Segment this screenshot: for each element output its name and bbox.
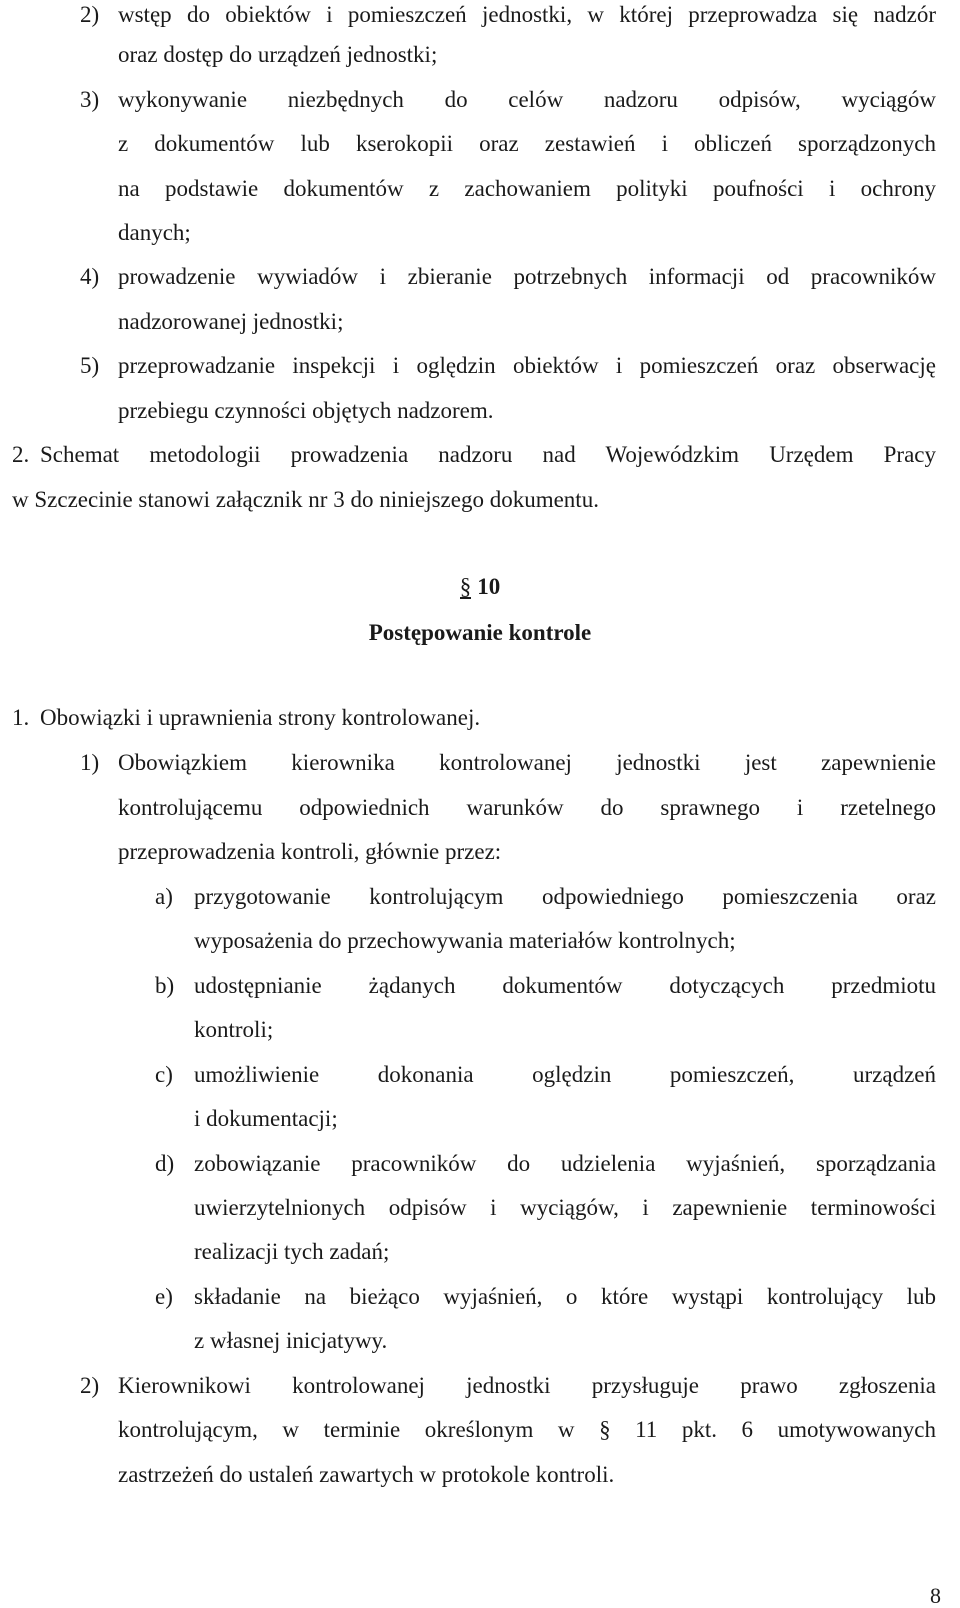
section-sign: § [459,574,472,599]
letter-item [0,1149,960,1179]
list-item-continuation [0,307,960,337]
paragraph-number: 1. [12,705,30,730]
letter-item-continuation [0,926,960,956]
list-item [0,0,960,30]
list-number: 5) [80,353,100,378]
list-item-continuation [0,837,960,867]
letter-item-continuation [0,1015,960,1045]
list-number: 4) [80,264,100,289]
list-text: danych; [118,220,191,245]
list-text: Obowiązkiem kierownika kontrolowanej jednostki jest zapewnienie [118,750,936,775]
letter-text: realizacji tych zadań; [194,1239,390,1264]
list-item-continuation [0,1460,960,1490]
letter-text: i dokumentacji; [194,1106,338,1131]
letter-text: przygotowanie kontrolującym odpowiedniego pomieszczenia oraz [194,884,936,909]
list-text: kontrolującym, w terminie określonym w § 11 pkt. 6 umotywowanych [118,1417,936,1442]
list-item-continuation [0,174,960,204]
list-text: zastrzeżeń do ustaleń zawartych w protokole kontroli. [118,1462,615,1487]
paragraph-number: 2. [12,442,30,467]
list-item-continuation [0,218,960,248]
letter-item [0,1282,960,1312]
letter-text: składanie na bieżąco wyjaśnień, o które wystąpi kontrolujący lub [194,1284,936,1309]
letter-item-continuation [0,1104,960,1134]
list-text: nadzorowanej jednostki; [118,309,344,334]
letter-item [0,971,960,1001]
list-text: przebiegu czynności objętych nadzorem. [118,398,494,423]
letter-text: udostępnianie żądanych dokumentów dotyczących przedmiotu [194,973,936,998]
list-text: oraz dostęp do urządzeń jednostki; [118,42,438,67]
letter-marker: b) [155,973,175,998]
paragraph-text: Schemat metodologii prowadzenia nadzoru nad Wojewódzkim Urzędem Pracy [40,442,936,467]
section-number-value: 10 [477,574,501,599]
list-text: wykonywanie niezbędnych do celów nadzoru odpisów, wyciągów [118,87,936,112]
letter-marker: e) [155,1284,173,1309]
list-item [0,351,960,381]
list-text: przeprowadzenia kontroli, głównie przez: [118,839,502,864]
list-item [0,1371,960,1401]
page-number: 8 [930,1583,941,1608]
paragraph-text: Obowiązki i uprawnienia strony kontrolowanej. [40,705,481,730]
list-text: wstęp do obiektów i pomieszczeń jednostki, w której przeprowadza się nadzór [118,2,936,27]
letter-text: z własnej inicjatywy. [194,1328,388,1353]
list-item [0,85,960,115]
list-text: przeprowadzanie inspekcji i oględzin obiektów i pomieszczeń oraz obserwację [118,353,936,378]
paragraph-continuation [0,485,960,515]
list-number: 2) [80,2,100,27]
list-number: 1) [80,750,100,775]
list-text: z dokumentów lub kserokopii oraz zestawień i obliczeń sporządzonych [118,131,936,156]
list-text: kontrolującemu odpowiednich warunków do sprawnego i rzetelnego [118,795,936,820]
letter-item-continuation [0,1326,960,1356]
letter-marker: c) [155,1062,173,1087]
list-number: 3) [80,87,100,112]
list-text: prowadzenie wywiadów i zbieranie potrzebnych informacji od pracowników [118,264,936,289]
letter-marker: a) [155,884,173,909]
paragraph [0,440,960,470]
paragraph-text: w Szczecinie stanowi załącznik nr 3 do niniejszego dokumentu. [12,487,599,512]
letter-text: uwierzytelnionych odpisów i wyciągów, i zapewnienie terminowości [194,1195,936,1220]
letter-item [0,882,960,912]
letter-marker: d) [155,1151,175,1176]
letter-item-continuation [0,1237,960,1267]
letter-text: umożliwienie dokonania oględzin pomieszczeń, urządzeń [194,1062,936,1087]
letter-text: kontroli; [194,1017,274,1042]
letter-item [0,1060,960,1090]
letter-text: zobowiązanie pracowników do udzielenia wyjaśnień, sporządzania [194,1151,936,1176]
list-item-continuation [0,40,960,70]
section-title: Postępowanie kontrole [368,620,592,645]
list-number: 2) [80,1373,100,1398]
list-item [0,748,960,778]
letter-text: wyposażenia do przechowywania materiałów kontrolnych; [194,928,736,953]
list-item-continuation [0,396,960,426]
list-text: na podstawie dokumentów z zachowaniem polityki poufności i ochrony [118,176,936,201]
section-number [0,570,960,604]
letter-item-continuation [0,1193,960,1223]
paragraph [0,703,960,733]
list-item-continuation [0,1415,960,1445]
list-text: Kierownikowi kontrolowanej jednostki przysługuje prawo zgłoszenia [118,1373,936,1398]
list-item [0,262,960,292]
list-item-continuation [0,793,960,823]
list-item-continuation [0,129,960,159]
